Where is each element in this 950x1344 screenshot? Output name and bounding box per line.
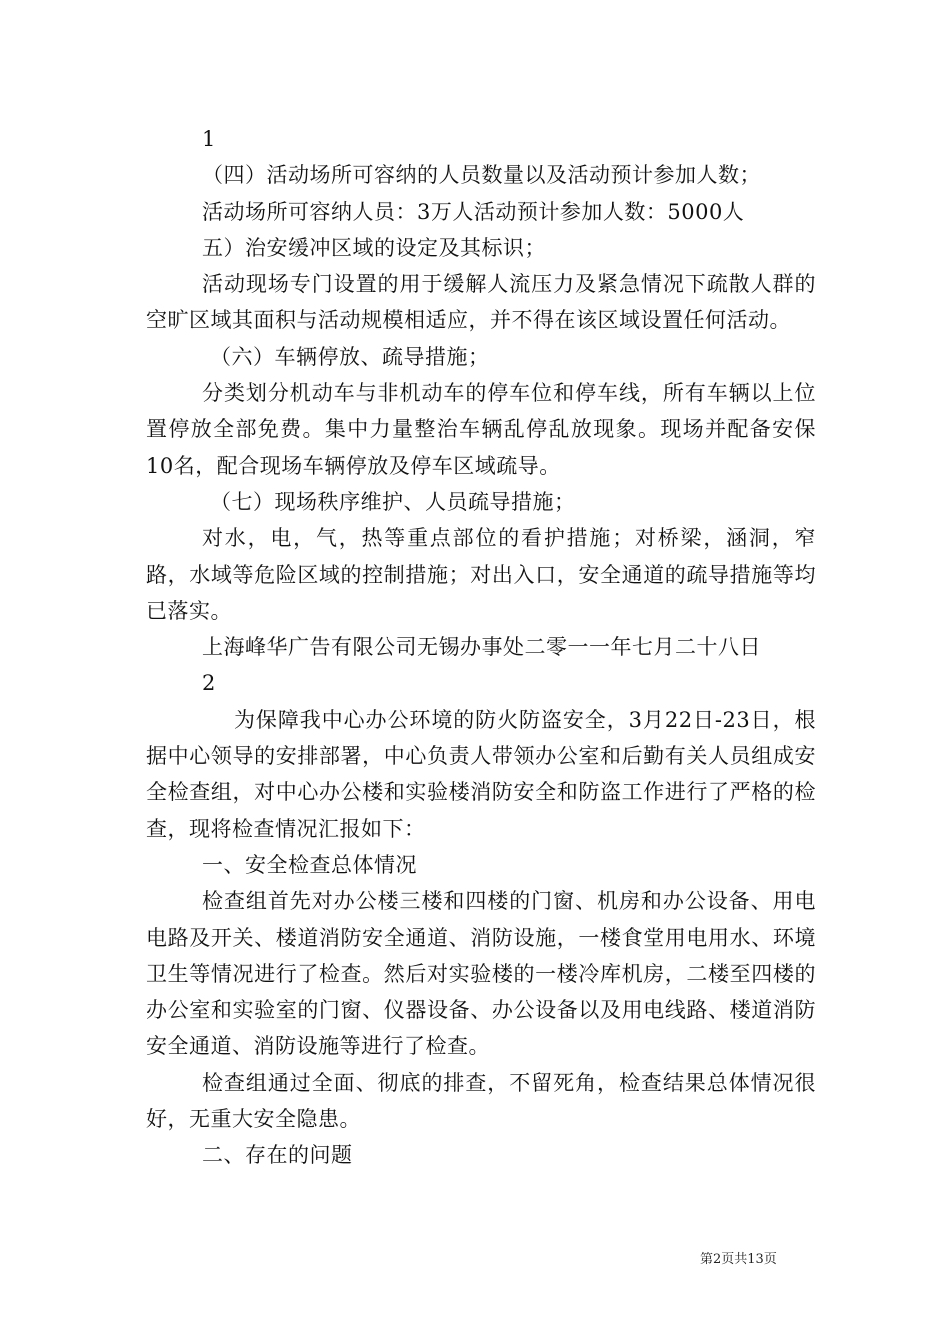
paragraph-inspection-scope: 检查组首先对办公楼三楼和四楼的门窗、机房和办公设备、用电电路及开关、楼道消防安全通道、消防设施，一楼食堂用电用水、环境卫生等情况进行了检查。然后对实验楼的一楼冷库机房，二楼至四楼的办公室和实验室的门窗、仪器设备、办公设备以及用电线路、楼道消防安全通道、消防设施等进行了检查。: [146, 889, 816, 1059]
page-indicator: 第2页共13页: [700, 1252, 777, 1267]
heading-section-1: 一、安全检查总体情况: [202, 852, 417, 877]
heading-section-2: 二、存在的问题: [202, 1143, 353, 1168]
heading-item-4: （四）活动场所可容纳的人员数量以及活动预计参加人数；: [202, 163, 761, 188]
heading-item-7: （七）现场秩序维护、人员疏导措施；: [210, 489, 576, 514]
signature-line: 上海峰华广告有限公司无锡办事处二零一一年七月二十八日: [202, 635, 761, 660]
paragraph-buffer-zone: 活动现场专门设置的用于缓解人流压力及紧急情况下疏散人群的空旷区域其面积与活动规模相适应，并不得在该区域设置任何活动。: [146, 272, 816, 333]
heading-item-6: （六）车辆停放、疏导措施；: [210, 344, 490, 369]
section-number-1: 1: [202, 127, 216, 151]
paragraph-inspection-result: 检查组通过全面、彻底的排查，不留死角，检查结果总体情况很好，无重大安全隐患。: [146, 1070, 816, 1132]
paragraph-capacity: 活动场所可容纳人员：3万人活动预计参加人数：5000人: [202, 199, 745, 224]
section-number-2: 2: [202, 671, 216, 696]
paragraph-intro: 为保障我中心办公环境的防火防盗安全，3月22日-23日，根据中心领导的安排部署，中心负责人带领办公室和后勤有关人员组成安全检查组，对中心办公楼和实验楼消防安全和防盗工作进行了严格的检查，现将检查情况汇报如下：: [146, 707, 816, 841]
paragraph-order-maintenance: 对水，电，气，热等重点部位的看护措施；对桥梁，涵洞，窄路，水域等危险区域的控制措施；对出入口，安全通道的疏导措施等均已落实。: [146, 526, 816, 623]
paragraph-parking: 分类划分机动车与非机动车的停车位和停车线，所有车辆以上位置停放全部免费。集中力量整治车辆乱停乱放现象。现场并配备安保10名，配合现场车辆停放及停车区域疏导。: [146, 381, 816, 478]
heading-item-5: 五）治安缓冲区域的设定及其标识；: [202, 235, 546, 260]
document-body: [146, 121, 816, 1174]
